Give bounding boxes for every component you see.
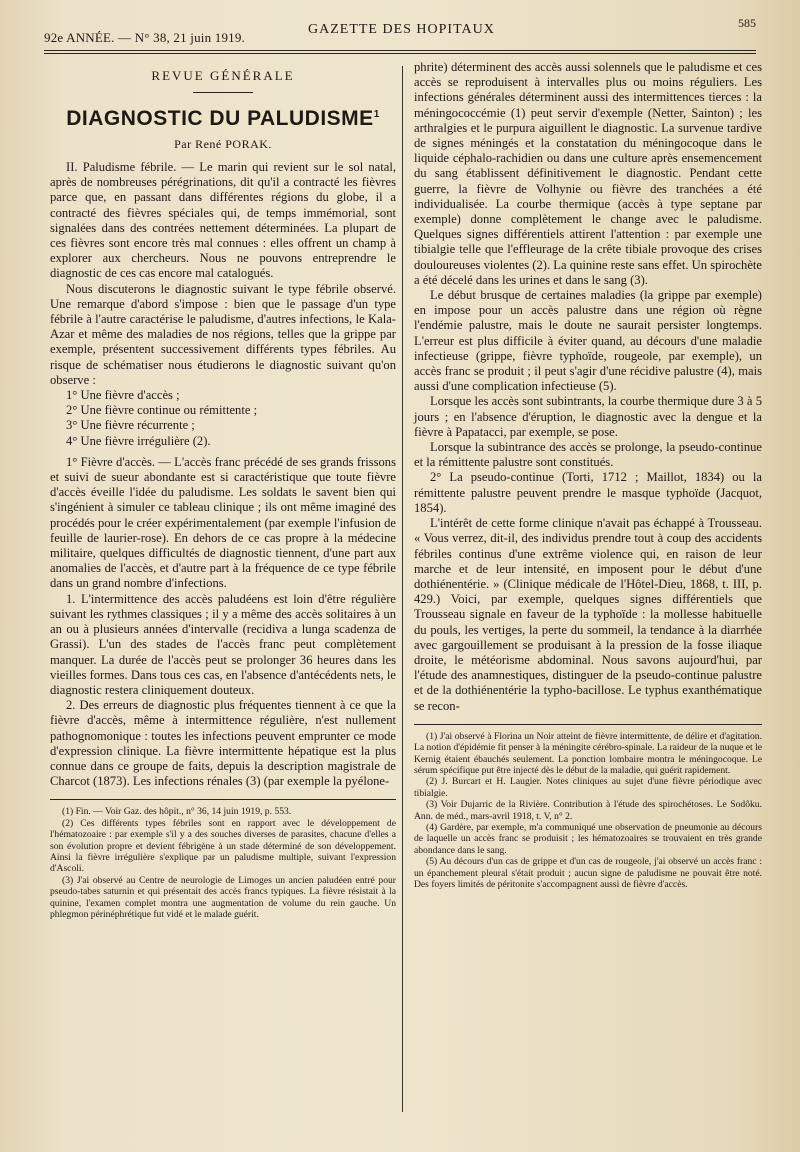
section-rubric: REVUE GÉNÉRALE	[151, 68, 295, 83]
paragraph: Le début brusque de certaines maladies (la grippe par exemple) en impose pour un accès palustre dans une région où règne l'endémie palustre, mais le doute ne saurait persister longtemps. L'erreur est plus difficile à éviter quand, au décours d'une maladie infectieuse (grippe, fièvre typhoïde, rougeole, par exemple), un accès franc se produit ; il peut s'agir d'une récidive palustre (4), mais aussi d'une complication infectieuse (5).	[414, 288, 762, 394]
footnote: (3) J'ai observé au Centre de neurologie de Limoges un ancien paludéen entré pour pseudo-tabes saturnin et qui présentait des accès francs typiques. La fièvre résistait à la quinine, l'examen complet montra une augmentation de volume du rein gauche. Un phlegmon périnéphrétique fut vidé et le malade guérit.	[50, 874, 396, 920]
title-note-ref: 1	[373, 109, 380, 120]
footnote: (1) J'ai observé à Florina un Noir atteint de fièvre intermittente, de délire et d'agitation. La notion d'épidémie fit penser à la méningite cérébro-spinale. La raideur de la nuque et le Kernig étaient ébauchés seulement. La ponction lombaire montra le méningocoque. Le sérum spécifique put être injecté dès le début de la maladie, qui guérit rapidement.	[414, 730, 762, 776]
paragraph: phrite) déterminent des accès aussi solennels que le paludisme et ces accès se reproduisent à intervalles plus ou moins réguliers. Les infections générales déterminent aussi des intermittences tierces : la méningococcémie (1) peut servir d'exemple (Netter, Sainton) ; les arthralgies et le purpura aiguillent le diagnostic. La survenue tardive de signes méningés et la constatation du méningocoque dans le liquide céphalo-rachidien ou dans une culture après ensemencement du sang établissent définitivement le diagnostic. Pendant cette guerre, la fièvre de Volhynie ou fièvre des tranchées a été individualisée. La courbe thermique (accès à type septane par exemple) donne complètement le change avec le paludisme. Quelques signes différentiels attirent l'attention : par exemple une tibialgie telle que l'effleurage de la crête tibiale provoque des crises douloureuses violentes (2). La quinine reste sans effet. Un spirochète a été décelé dans les urines et dans le sang (3).	[414, 60, 762, 287]
header-rule-thin	[44, 53, 756, 54]
footnote: (2) Ces différents types fébriles sont en rapport avec le développement de l'hématozoaire : par exemple s'il y a des souches diverses de parasites, chacune d'elles a son évolution propre et devient fébrigène à un stade déterminé de son développement. Ainsi la fièvre irrégulière s'explique par un paludisme multiple, suivant l'expression d'Ascoli.	[50, 817, 396, 875]
paragraph: L'intérêt de cette forme clinique n'avait pas échappé à Trousseau. « Vous verrez, dit-il, des individus prendre tout à coup des accidents fébriles continus d'une extrême violence qui, en raison de leur marche et de leur intensité, en imposent pour le début d'une dothiénentérie. » (Clinique médicale de l'Hôtel-Dieu, 1868, t. III, p. 429.) Voici, par exemple, quelques signes différentiels que Trousseau signale en faveur de la typhoïde : la mollesse habituelle du pouls, les vertiges, la perte du sommeil, la tendance à la diarrhée avec gargouillement se produisant à la pression de la fosse iliaque droite, le météorisme abdominal. Nous savons aujourd'hui, par l'étude des anamnestiques, distinguer de la pseudo-continue palustre et de la dothiénentérie la typho-bacillose. Le typhus exanthématique se recon-	[414, 516, 762, 713]
page-number: 585	[738, 16, 756, 30]
left-body	[50, 160, 396, 789]
article-title: DIAGNOSTIC DU PALUDISME$^1$	[66, 107, 380, 130]
right-body	[414, 60, 762, 714]
footnote: (4) Gardère, par exemple, m'a communiqué une observation de pneumonie au décours de laquelle un accès franc se produisit ; les hématozoaires se trouvaient en très grande abondance dans le sang.	[414, 821, 762, 856]
header-rule	[44, 50, 756, 51]
list-item: 4° Une fièvre irrégulière (2).	[66, 433, 211, 448]
paragraph: 1° Fièvre d'accès. — L'accès franc précédé de ses grands frissons et suivi de sueur abondante est si caractéristique que toute fièvre d'accès éveille l'idée du paludisme. Les soldats le savent bien qui s'ingénient à simuler ce tableau clinique ; ils ont même imaginé des procédés pour le créer expérimentalement (par exemple l'infusion de feuille de laurier-rose). En dehors de ce cas propre à la médecine militaire, quelques difficultés de diagnostic tiennent, d'une part aux anomalies de l'accès, et d'autre part à la fréquence de ce type fébrile dans un grand nombre d'infections.	[50, 454, 396, 591]
list-item: 3° Une fièvre récurrente ;	[66, 418, 195, 433]
left-column	[50, 60, 396, 920]
paragraph: Lorsque la subintrance des accès se prolonge, la pseudo-continue et la rémittente palustre sont constitués.	[414, 440, 762, 470]
paragraph: Lorsque les accès sont subintrants, la courbe thermique dure 3 à 5 jours ; en l'absence d'éruption, le diagnostic avec la dengue et la fièvre à Papatacci, par exemple, se pose.	[414, 394, 762, 439]
footnote-rule	[414, 724, 762, 725]
paragraph: Nous discuterons le diagnostic suivant le type fébrile observé. Une remarque d'abord s'impose : bien que le passage d'un type fébrile à l'autre caractérise le paludisme, d'autres infections, le Kala-Azar et même des maladies de nos régions, telles que la grippe par exemple, présentent successivement différents types fébriles. Au risque de schématiser nous étudierons le diagnostic suivant qu'on observe :	[50, 281, 396, 387]
article-author: Par René PORAK.	[174, 137, 272, 151]
issue-info: 92e ANNÉE. — N° 38, 21 juin 1919.	[44, 30, 246, 45]
paragraph: 2° La pseudo-continue (Torti, 1712 ; Maillot, 1834) ou la rémittente palustre peuvent prendre le masque typhoïde (Jacquot, 1854).	[414, 470, 762, 515]
rubric-rule	[193, 92, 253, 93]
footnote: (5) Au décours d'un cas de grippe et d'un cas de rougeole, j'ai observé un accès franc : un épanchement pleural s'était produit ; aucun signe de paludisme ne pouvait être noté. Des foyers limités de péritonite s'accompagnent aussi de fièvre d'accès.	[414, 856, 762, 891]
right-footnotes	[414, 731, 762, 891]
right-column	[414, 60, 762, 890]
footnote: (2) J. Burcart et H. Laugier. Notes cliniques au sujet d'une fièvre périodique avec tibialgie.	[414, 776, 762, 799]
list-item: 1° Une fièvre d'accès ;	[66, 388, 180, 403]
left-footnotes	[50, 806, 396, 920]
list-item: 2° Une fièvre continue ou rémittente ;	[66, 403, 258, 418]
footnote-rule	[50, 799, 396, 800]
footnote: (3) Voir Dujarric de la Rivière. Contribution à l'étude des spirochétoses. Le Sodôku. Ann. de méd., mars-avril 1918, t. V, n° 2.	[414, 799, 762, 822]
journal-title: GAZETTE DES HOPITAUX	[308, 22, 495, 37]
paragraph: II. Paludisme fébrile. — Le marin qui revient sur le sol natal, après de nombreuses pérégrinations, dit qu'il a contracté les fièvres parce que, en passant dans différentes régions du globe, il a contracté des fièvres spéciales qui, de temps immémorial, sont signalées dans des contrées nettement déterminées. La plupart de ces fièvres sont encore très mal connues : elles offrent un champ à explorer aux chercheurs. Nous ne pouvons entreprendre le diagnostic de ces cas encore mal catalogués.	[50, 160, 396, 281]
paragraph: 2. Des erreurs de diagnostic plus fréquentes tiennent à ce que la fièvre d'accès, même à intermittence régulière, n'est nullement pathognomonique : toutes les infections peuvent emprunter ce mode d'expression clinique. La fièvre intermittente hépatique est la plus connue dans ce groupe de faits, depuis la description magistrale de Charcot (1873). Les infections rénales (3) (par exemple la pyélone-	[50, 698, 396, 789]
column-divider	[402, 66, 403, 1112]
page-header	[44, 14, 756, 44]
paragraph: 1. L'intermittence des accès paludéens est loin d'être régulière suivant les rythmes classiques ; il y a même des accès solitaires à un an ou à plusieurs années d'intervalle (recidiva a lunga scadenza de Grassi). L'un des stades de l'accès franc peut complètement manquer. La durée de l'accès peut se prolonger 36 heures dans les vieilles formes. Dans tous ces cas, en l'absence d'antécédents nets, le diagnostic restera cliniquement douteux.	[50, 591, 396, 697]
footnote: (1) Fin. — Voir Gaz. des hôpit., n° 36, 14 juin 1919, p. 553.	[62, 806, 292, 818]
